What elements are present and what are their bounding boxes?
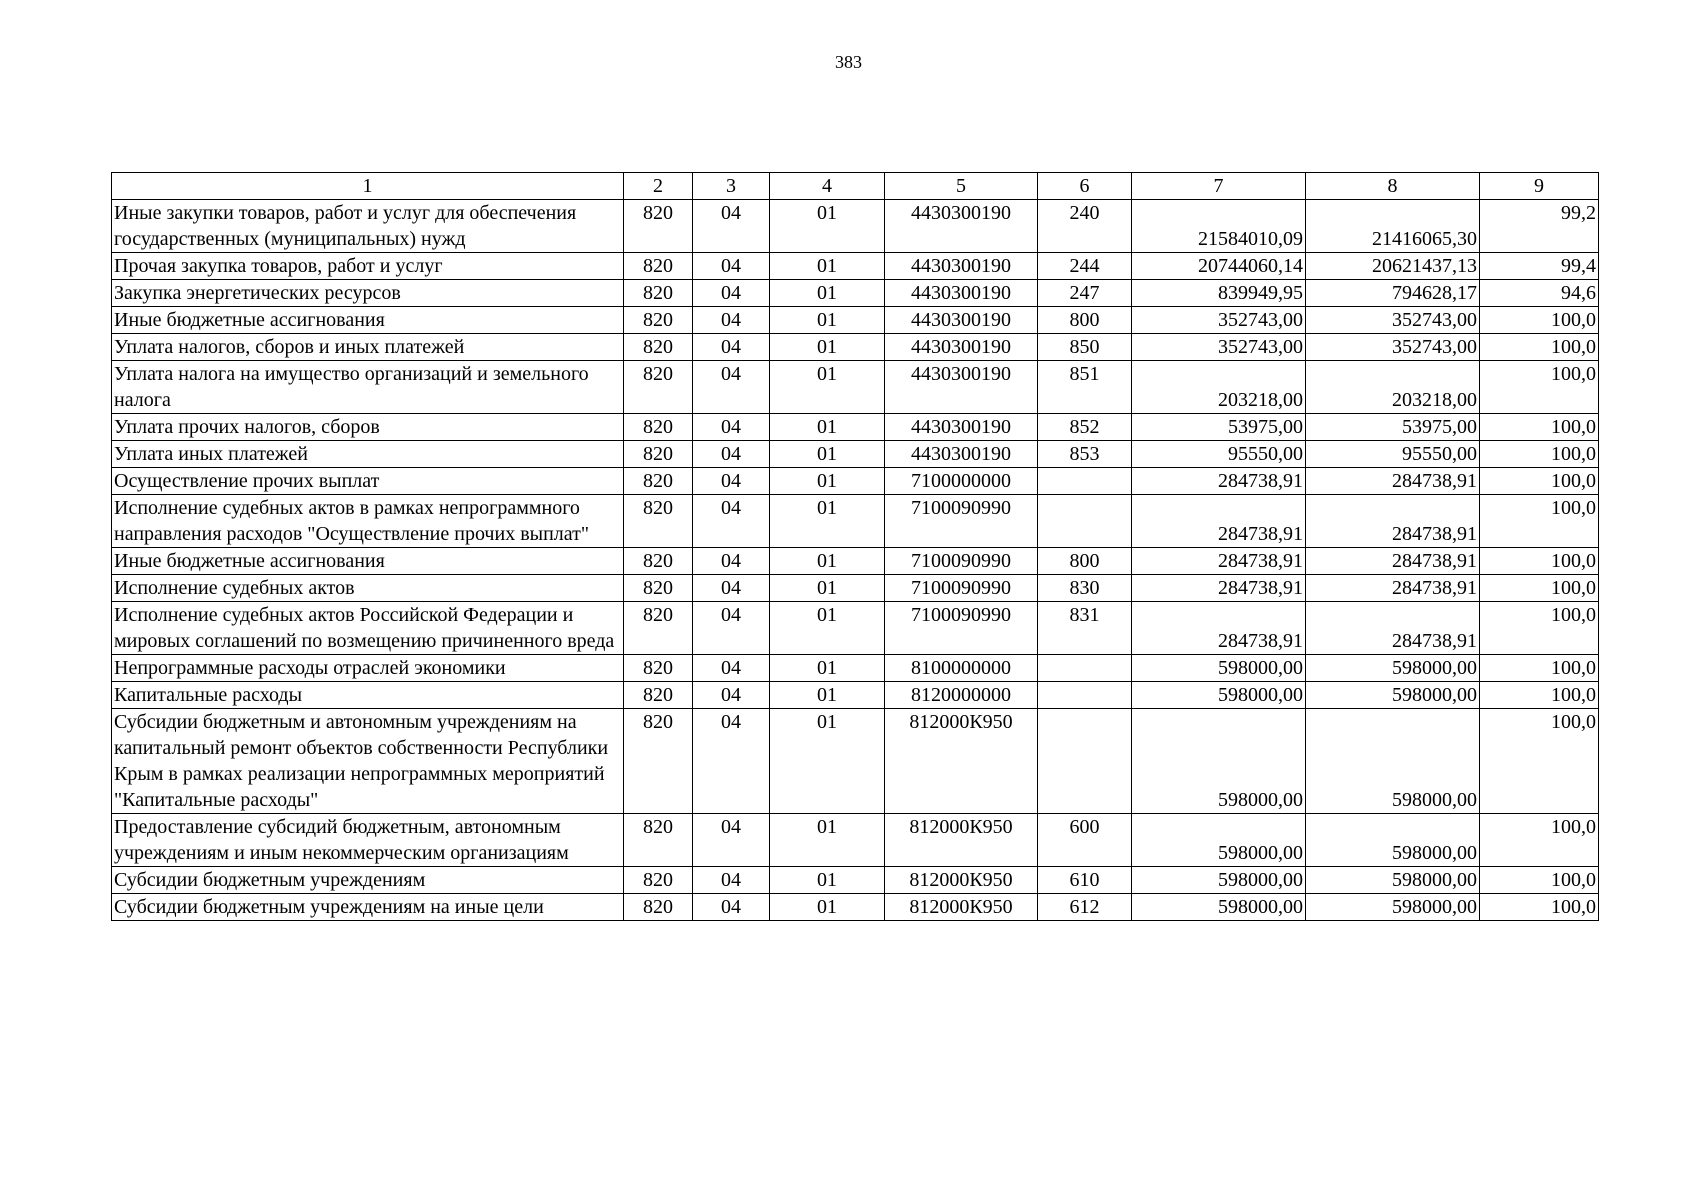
cell-col4: 01 bbox=[770, 334, 885, 361]
cell-col7: 352743,00 bbox=[1132, 307, 1306, 334]
row-label: Субсидии бюджетным учреждениям на иные цели bbox=[112, 894, 624, 921]
cell-col9: 100,0 bbox=[1480, 495, 1599, 548]
cell-col7: 21584010,09 bbox=[1132, 200, 1306, 253]
cell-col7: 284738,91 bbox=[1132, 575, 1306, 602]
cell-col9: 100,0 bbox=[1480, 361, 1599, 414]
cell-col8: 284738,91 bbox=[1306, 548, 1480, 575]
cell-col6: 830 bbox=[1038, 575, 1132, 602]
cell-col7: 284738,91 bbox=[1132, 602, 1306, 655]
row-label: Субсидии бюджетным учреждениям bbox=[112, 867, 624, 894]
cell-col9: 94,6 bbox=[1480, 280, 1599, 307]
cell-col7: 598000,00 bbox=[1132, 814, 1306, 867]
table-row bbox=[112, 894, 1599, 921]
row-label: Капитальные расходы bbox=[112, 682, 624, 709]
cell-col4: 01 bbox=[770, 867, 885, 894]
cell-col9: 100,0 bbox=[1480, 548, 1599, 575]
cell-col5: 7100090990 bbox=[885, 548, 1038, 575]
cell-col8: 598000,00 bbox=[1306, 867, 1480, 894]
cell-col2: 820 bbox=[624, 495, 693, 548]
cell-col6: 600 bbox=[1038, 814, 1132, 867]
cell-col9: 100,0 bbox=[1480, 894, 1599, 921]
header-cell: 7 bbox=[1132, 173, 1306, 200]
cell-col2: 820 bbox=[624, 602, 693, 655]
cell-col3: 04 bbox=[693, 334, 770, 361]
cell-col7: 352743,00 bbox=[1132, 334, 1306, 361]
cell-col2: 820 bbox=[624, 548, 693, 575]
cell-col8: 21416065,30 bbox=[1306, 200, 1480, 253]
cell-col8: 598000,00 bbox=[1306, 655, 1480, 682]
cell-col9: 100,0 bbox=[1480, 307, 1599, 334]
budget-table bbox=[111, 172, 1599, 921]
cell-col7: 95550,00 bbox=[1132, 441, 1306, 468]
cell-col4: 01 bbox=[770, 361, 885, 414]
cell-col2: 820 bbox=[624, 814, 693, 867]
cell-col7: 598000,00 bbox=[1132, 894, 1306, 921]
cell-col5: 8120000000 bbox=[885, 682, 1038, 709]
cell-col4: 01 bbox=[770, 307, 885, 334]
cell-col5: 7100090990 bbox=[885, 575, 1038, 602]
header-cell: 2 bbox=[624, 173, 693, 200]
table-row bbox=[112, 307, 1599, 334]
cell-col8: 598000,00 bbox=[1306, 894, 1480, 921]
cell-col4: 01 bbox=[770, 495, 885, 548]
cell-col7: 598000,00 bbox=[1132, 682, 1306, 709]
cell-col5: 4430300190 bbox=[885, 200, 1038, 253]
table-row bbox=[112, 495, 1599, 548]
cell-col6: 612 bbox=[1038, 894, 1132, 921]
cell-col8: 20621437,13 bbox=[1306, 253, 1480, 280]
cell-col6: 240 bbox=[1038, 200, 1132, 253]
cell-col7: 839949,95 bbox=[1132, 280, 1306, 307]
cell-col2: 820 bbox=[624, 361, 693, 414]
cell-col3: 04 bbox=[693, 682, 770, 709]
header-cell: 6 bbox=[1038, 173, 1132, 200]
cell-col5: 8100000000 bbox=[885, 655, 1038, 682]
header-cell: 9 bbox=[1480, 173, 1599, 200]
cell-col9: 100,0 bbox=[1480, 655, 1599, 682]
cell-col2: 820 bbox=[624, 280, 693, 307]
cell-col8: 203218,00 bbox=[1306, 361, 1480, 414]
cell-col9: 100,0 bbox=[1480, 602, 1599, 655]
cell-col7: 598000,00 bbox=[1132, 655, 1306, 682]
row-label: Уплата налога на имущество организаций и земельного налога bbox=[112, 361, 624, 414]
cell-col2: 820 bbox=[624, 468, 693, 495]
cell-col5: 812000К950 bbox=[885, 814, 1038, 867]
row-label: Закупка энергетических ресурсов bbox=[112, 280, 624, 307]
table-row bbox=[112, 682, 1599, 709]
cell-col4: 01 bbox=[770, 414, 885, 441]
table-row bbox=[112, 361, 1599, 414]
cell-col6 bbox=[1038, 655, 1132, 682]
row-label: Субсидии бюджетным и автономным учреждениям на капитальный ремонт объектов собственности Республики Крым в рамках реализации непрограммных мероприятий "Капитальные расходы" bbox=[112, 709, 624, 814]
cell-col3: 04 bbox=[693, 814, 770, 867]
row-label: Осуществление прочих выплат bbox=[112, 468, 624, 495]
cell-col2: 820 bbox=[624, 894, 693, 921]
table-row bbox=[112, 602, 1599, 655]
cell-col3: 04 bbox=[693, 441, 770, 468]
cell-col5: 812000К950 bbox=[885, 867, 1038, 894]
row-label: Исполнение судебных актов bbox=[112, 575, 624, 602]
row-label: Уплата иных платежей bbox=[112, 441, 624, 468]
cell-col4: 01 bbox=[770, 894, 885, 921]
table-row bbox=[112, 548, 1599, 575]
cell-col9: 99,4 bbox=[1480, 253, 1599, 280]
cell-col6: 610 bbox=[1038, 867, 1132, 894]
cell-col3: 04 bbox=[693, 709, 770, 814]
cell-col8: 598000,00 bbox=[1306, 814, 1480, 867]
cell-col5: 812000К950 bbox=[885, 709, 1038, 814]
cell-col7: 284738,91 bbox=[1132, 468, 1306, 495]
cell-col7: 53975,00 bbox=[1132, 414, 1306, 441]
row-label: Предоставление субсидий бюджетным, автономным учреждениям и иным некоммерческим организациям bbox=[112, 814, 624, 867]
cell-col4: 01 bbox=[770, 575, 885, 602]
cell-col8: 352743,00 bbox=[1306, 307, 1480, 334]
cell-col8: 95550,00 bbox=[1306, 441, 1480, 468]
row-label: Иные бюджетные ассигнования bbox=[112, 307, 624, 334]
table-row bbox=[112, 814, 1599, 867]
cell-col4: 01 bbox=[770, 709, 885, 814]
cell-col3: 04 bbox=[693, 280, 770, 307]
cell-col5: 4430300190 bbox=[885, 334, 1038, 361]
cell-col6 bbox=[1038, 468, 1132, 495]
header-cell: 4 bbox=[770, 173, 885, 200]
row-label: Прочая закупка товаров, работ и услуг bbox=[112, 253, 624, 280]
table-row bbox=[112, 575, 1599, 602]
cell-col4: 01 bbox=[770, 200, 885, 253]
cell-col8: 352743,00 bbox=[1306, 334, 1480, 361]
table-row bbox=[112, 867, 1599, 894]
cell-col4: 01 bbox=[770, 655, 885, 682]
cell-col8: 598000,00 bbox=[1306, 709, 1480, 814]
cell-col2: 820 bbox=[624, 200, 693, 253]
cell-col2: 820 bbox=[624, 709, 693, 814]
header-row bbox=[112, 173, 1599, 200]
cell-col7: 203218,00 bbox=[1132, 361, 1306, 414]
cell-col6: 247 bbox=[1038, 280, 1132, 307]
cell-col3: 04 bbox=[693, 200, 770, 253]
table-body bbox=[112, 200, 1599, 921]
cell-col8: 284738,91 bbox=[1306, 495, 1480, 548]
row-label: Уплата налогов, сборов и иных платежей bbox=[112, 334, 624, 361]
cell-col8: 53975,00 bbox=[1306, 414, 1480, 441]
page-number: 383 bbox=[835, 52, 862, 72]
cell-col6: 800 bbox=[1038, 307, 1132, 334]
table-header bbox=[112, 173, 1599, 200]
cell-col4: 01 bbox=[770, 253, 885, 280]
cell-col9: 100,0 bbox=[1480, 441, 1599, 468]
cell-col5: 812000К950 bbox=[885, 894, 1038, 921]
cell-col5: 4430300190 bbox=[885, 414, 1038, 441]
cell-col7: 20744060,14 bbox=[1132, 253, 1306, 280]
cell-col6: 244 bbox=[1038, 253, 1132, 280]
cell-col3: 04 bbox=[693, 253, 770, 280]
cell-col9: 100,0 bbox=[1480, 334, 1599, 361]
table-row bbox=[112, 709, 1599, 814]
cell-col6: 850 bbox=[1038, 334, 1132, 361]
cell-col4: 01 bbox=[770, 814, 885, 867]
cell-col3: 04 bbox=[693, 307, 770, 334]
header-cell: 8 bbox=[1306, 173, 1480, 200]
cell-col2: 820 bbox=[624, 682, 693, 709]
cell-col4: 01 bbox=[770, 280, 885, 307]
cell-col3: 04 bbox=[693, 894, 770, 921]
cell-col9: 100,0 bbox=[1480, 682, 1599, 709]
cell-col5: 4430300190 bbox=[885, 280, 1038, 307]
cell-col6: 831 bbox=[1038, 602, 1132, 655]
cell-col4: 01 bbox=[770, 682, 885, 709]
cell-col2: 820 bbox=[624, 655, 693, 682]
row-label: Иные бюджетные ассигнования bbox=[112, 548, 624, 575]
cell-col5: 7100090990 bbox=[885, 602, 1038, 655]
table-row bbox=[112, 414, 1599, 441]
cell-col3: 04 bbox=[693, 414, 770, 441]
cell-col9: 100,0 bbox=[1480, 575, 1599, 602]
cell-col5: 7100090990 bbox=[885, 495, 1038, 548]
cell-col9: 100,0 bbox=[1480, 468, 1599, 495]
cell-col5: 7100000000 bbox=[885, 468, 1038, 495]
cell-col9: 100,0 bbox=[1480, 709, 1599, 814]
cell-col5: 4430300190 bbox=[885, 441, 1038, 468]
cell-col7: 284738,91 bbox=[1132, 548, 1306, 575]
cell-col8: 598000,00 bbox=[1306, 682, 1480, 709]
cell-col6: 852 bbox=[1038, 414, 1132, 441]
row-label: Исполнение судебных актов в рамках непрограммного направления расходов "Осуществление прочих выплат" bbox=[112, 495, 624, 548]
cell-col3: 04 bbox=[693, 575, 770, 602]
table-row bbox=[112, 200, 1599, 253]
header-cell: 5 bbox=[885, 173, 1038, 200]
cell-col3: 04 bbox=[693, 495, 770, 548]
cell-col7: 598000,00 bbox=[1132, 709, 1306, 814]
cell-col9: 100,0 bbox=[1480, 814, 1599, 867]
cell-col2: 820 bbox=[624, 253, 693, 280]
cell-col4: 01 bbox=[770, 441, 885, 468]
row-label: Непрограммные расходы отраслей экономики bbox=[112, 655, 624, 682]
table-row bbox=[112, 655, 1599, 682]
cell-col2: 820 bbox=[624, 575, 693, 602]
cell-col5: 4430300190 bbox=[885, 361, 1038, 414]
cell-col9: 99,2 bbox=[1480, 200, 1599, 253]
cell-col2: 820 bbox=[624, 307, 693, 334]
cell-col6 bbox=[1038, 709, 1132, 814]
table-row bbox=[112, 334, 1599, 361]
table-row bbox=[112, 441, 1599, 468]
cell-col5: 4430300190 bbox=[885, 253, 1038, 280]
cell-col6: 853 bbox=[1038, 441, 1132, 468]
cell-col8: 284738,91 bbox=[1306, 602, 1480, 655]
table-row bbox=[112, 468, 1599, 495]
cell-col8: 794628,17 bbox=[1306, 280, 1480, 307]
cell-col8: 284738,91 bbox=[1306, 575, 1480, 602]
row-label: Иные закупки товаров, работ и услуг для обеспечения государственных (муниципальных) нужд bbox=[112, 200, 624, 253]
cell-col4: 01 bbox=[770, 548, 885, 575]
cell-col3: 04 bbox=[693, 602, 770, 655]
header-cell: 3 bbox=[693, 173, 770, 200]
cell-col4: 01 bbox=[770, 602, 885, 655]
cell-col6 bbox=[1038, 495, 1132, 548]
table-row bbox=[112, 253, 1599, 280]
cell-col2: 820 bbox=[624, 441, 693, 468]
cell-col6: 800 bbox=[1038, 548, 1132, 575]
cell-col3: 04 bbox=[693, 468, 770, 495]
row-label: Исполнение судебных актов Российской Федерации и мировых соглашений по возмещению причиненного вреда bbox=[112, 602, 624, 655]
table-row bbox=[112, 280, 1599, 307]
cell-col3: 04 bbox=[693, 361, 770, 414]
cell-col2: 820 bbox=[624, 334, 693, 361]
cell-col6: 851 bbox=[1038, 361, 1132, 414]
cell-col8: 284738,91 bbox=[1306, 468, 1480, 495]
cell-col2: 820 bbox=[624, 414, 693, 441]
cell-col9: 100,0 bbox=[1480, 867, 1599, 894]
cell-col4: 01 bbox=[770, 468, 885, 495]
row-label: Уплата прочих налогов, сборов bbox=[112, 414, 624, 441]
cell-col7: 284738,91 bbox=[1132, 495, 1306, 548]
cell-col2: 820 bbox=[624, 867, 693, 894]
cell-col3: 04 bbox=[693, 548, 770, 575]
cell-col5: 4430300190 bbox=[885, 307, 1038, 334]
header-cell: 1 bbox=[112, 173, 624, 200]
cell-col6 bbox=[1038, 682, 1132, 709]
cell-col7: 598000,00 bbox=[1132, 867, 1306, 894]
cell-col9: 100,0 bbox=[1480, 414, 1599, 441]
cell-col3: 04 bbox=[693, 655, 770, 682]
cell-col3: 04 bbox=[693, 867, 770, 894]
